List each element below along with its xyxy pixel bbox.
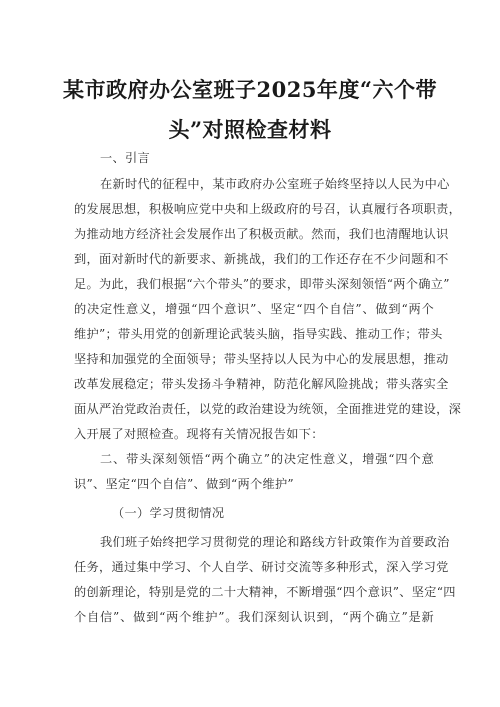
paragraph-line: 的决定性意义，增强“四个意识”、坚定“四个自信”、做到“两个: [74, 302, 434, 316]
paragraph-line: 个自信”、做到“两个维护”。我们深刻认识到，“两个确立”是新: [74, 610, 434, 624]
paragraph-line: 在新时代的征程中，某市政府办公室班子始终坚持以人民为中心: [100, 177, 450, 191]
paragraph-line: 为推动地方经济社会发展作出了积极贡献。然而，我们也清醒地认识: [74, 227, 449, 241]
section-heading-intro: 一、引言: [100, 151, 150, 165]
paragraph-line: 到，面对新时代的新要求、新挑战，我们的工作还存在不少问题和不: [74, 252, 449, 266]
paragraph-line: 我们班子始终把学习贯彻党的理论和路线方针政策作为首要政治: [100, 535, 450, 549]
paragraph-line: 任务，通过集中学习、个人自学、研讨交流等多种形式，深入学习党: [74, 560, 449, 574]
subsection-heading: （一）学习贯彻情况: [112, 506, 225, 520]
paragraph-line: 面从严治党政治责任，以党的政治建设为统领，全面推进党的建设，深: [74, 402, 462, 416]
paragraph-line: 改革发展稳定；带头发扬斗争精神，防范化解风险挑战；带头落实全: [74, 377, 449, 391]
document-title-line-2: 头”对照检查材料: [168, 117, 332, 142]
section-heading-2-line-1: 二、带头深刻领悟“两个确立”的决定性意义，增强“四个意: [100, 452, 434, 466]
paragraph-line: 的发展思想，积极响应党中央和上级政府的号召，认真履行各项职责，: [74, 202, 462, 216]
paragraph-line: 维护”；带头用党的创新理论武装头脑，指导实践、推动工作；带头: [74, 327, 443, 341]
document-title-line-1: 某市政府办公室班子2025年度“六个带: [62, 77, 438, 102]
paragraph-line: 的创新理论，特别是党的二十大精神，不断增强“四个意识”、坚定“四: [74, 585, 456, 599]
paragraph-line: 入开展了对照检查。现将有关情况报告如下：: [74, 427, 324, 441]
section-heading-2-line-2: 识”、坚定“四个自信”、做到“两个维护”: [74, 477, 294, 491]
paragraph-line: 坚持和加强党的全面领导；带头坚持以人民为中心的发展思想，推动: [74, 352, 449, 366]
paragraph-line: 足。为此，我们根据“六个带头”的要求，即带头深刻领悟“两个确立”: [74, 277, 450, 291]
